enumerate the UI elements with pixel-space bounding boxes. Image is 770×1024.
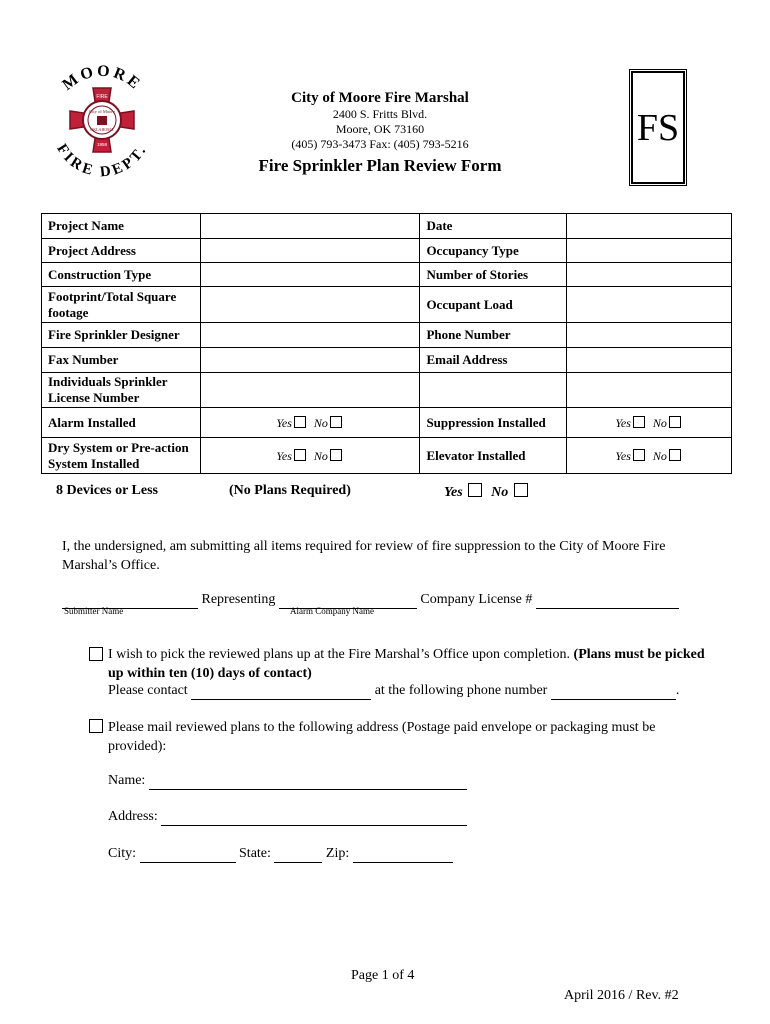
contact-phone-field[interactable] — [551, 685, 676, 700]
contact-name-field[interactable] — [191, 685, 371, 700]
page-number: Page 1 of 4 — [351, 968, 415, 983]
alarm-company-caption: Alarm Company Name — [290, 606, 374, 616]
revision-label: April 2016 / Rev. #2 — [564, 988, 679, 1003]
pickup-contact-line — [108, 681, 679, 700]
company-license-field[interactable] — [536, 594, 679, 609]
fax-number-label: Fax Number — [42, 348, 201, 373]
badge-state-text: OKLAHOMA — [90, 127, 114, 132]
statement-text: I, the undersigned, am submitting all items required for review of fire suppression to the City of Moore Fire Marshal’s Office. — [62, 539, 666, 573]
devices-options — [444, 483, 530, 501]
project-name-field[interactable] — [200, 214, 420, 239]
project-address-label: Project Address — [42, 239, 201, 263]
fax-number-field[interactable] — [200, 348, 420, 373]
table-row — [42, 348, 732, 373]
table-row — [42, 239, 732, 263]
mail-option-checkbox[interactable] — [89, 719, 103, 733]
yes-label: Yes — [276, 448, 292, 463]
badge-center-text: City of Moore — [89, 109, 115, 114]
address-line-2: Moore, OK 73160 — [335, 122, 425, 136]
devices-note: (No Plans Required) — [229, 483, 351, 498]
form-title: Fire Sprinkler Plan Review Form — [258, 156, 502, 175]
no-label: No — [313, 415, 328, 430]
table-row — [42, 214, 732, 239]
address-line-1: 2400 S. Fritts Blvd. — [332, 107, 428, 121]
email-address-label: Email Address — [420, 348, 567, 373]
logo-bottom-text: FIRE DEPT. — [53, 141, 151, 181]
devices-no-checkbox[interactable] — [514, 483, 528, 497]
organization-name: City of Moore Fire Marshal — [291, 90, 469, 106]
fire-department-logo — [42, 62, 162, 182]
suppression-installed-label: Suppression Installed — [420, 408, 567, 438]
designer-label: Fire Sprinkler Designer — [42, 323, 201, 348]
mail-name-line — [108, 771, 467, 790]
pickup-option-text — [108, 645, 708, 683]
badge-year-text: 1958 — [96, 142, 108, 147]
dry-system-yes-checkbox[interactable] — [294, 449, 306, 461]
mail-city-field[interactable] — [140, 848, 236, 863]
email-address-field[interactable] — [567, 348, 732, 373]
at-phone-label: at the following phone number — [374, 683, 548, 698]
devices-yes-checkbox[interactable] — [468, 483, 482, 497]
alarm-no-checkbox[interactable] — [330, 416, 342, 428]
mail-state-field[interactable] — [274, 848, 322, 863]
mail-address-line — [108, 807, 467, 826]
elevator-no-checkbox[interactable] — [669, 449, 681, 461]
yes-label: Yes — [276, 415, 292, 430]
alarm-yes-checkbox[interactable] — [294, 416, 306, 428]
representing-label: Representing — [201, 592, 276, 607]
no-label: No — [313, 448, 328, 463]
date-field[interactable] — [567, 214, 732, 239]
mail-city-line — [108, 844, 453, 863]
dry-system-label: Dry System or Pre-action System Installed — [42, 438, 201, 474]
designer-field[interactable] — [200, 323, 420, 348]
dry-system-no-checkbox[interactable] — [330, 449, 342, 461]
yes-label: Yes — [444, 485, 463, 500]
footprint-field[interactable] — [200, 287, 420, 323]
form-header — [225, 90, 535, 176]
occupancy-type-label: Occupancy Type — [420, 239, 567, 263]
devices-label: 8 Devices or Less — [56, 483, 158, 498]
empty-cell — [420, 373, 567, 408]
table-row — [42, 373, 732, 408]
footprint-label: Footprint/Total Square footage — [42, 287, 201, 323]
mail-name-field[interactable] — [149, 775, 467, 790]
number-of-stories-field[interactable] — [567, 263, 732, 287]
table-row — [42, 323, 732, 348]
submitter-name-caption: Submitter Name — [64, 606, 124, 616]
name-label: Name: — [108, 773, 146, 788]
logo-top-text: MOORE — [59, 62, 145, 95]
phone-number-label: Phone Number — [420, 323, 567, 348]
no-label: No — [652, 448, 667, 463]
occupant-load-field[interactable] — [567, 287, 732, 323]
project-name-label: Project Name — [42, 214, 201, 239]
building-icon — [97, 116, 107, 125]
empty-cell — [567, 373, 732, 408]
construction-type-label: Construction Type — [42, 263, 201, 287]
phone-fax-line: (405) 793-3473 Fax: (405) 793-5216 — [291, 137, 469, 151]
form-code-box — [631, 71, 685, 184]
table-row — [42, 263, 732, 287]
city-label: City: — [108, 846, 137, 861]
yes-label: Yes — [615, 448, 631, 463]
alarm-installed-options — [200, 408, 420, 438]
table-row — [42, 438, 732, 474]
state-label: State: — [239, 846, 271, 861]
number-of-stories-label: Number of Stories — [420, 263, 567, 287]
license-number-field[interactable] — [200, 373, 420, 408]
phone-number-field[interactable] — [567, 323, 732, 348]
no-label: No — [491, 485, 509, 500]
yes-label: Yes — [615, 415, 631, 430]
badge-top-text: FIRE — [96, 94, 108, 100]
elevator-yes-checkbox[interactable] — [633, 449, 645, 461]
period: . — [675, 683, 680, 698]
suppression-yes-checkbox[interactable] — [633, 416, 645, 428]
date-label: Date — [420, 214, 567, 239]
elevator-installed-label: Elevator Installed — [420, 438, 567, 474]
address-label: Address: — [108, 809, 158, 824]
pickup-option-checkbox[interactable] — [89, 647, 103, 661]
table-row — [42, 287, 732, 323]
maltese-cross-icon — [70, 88, 134, 152]
occupancy-type-field[interactable] — [567, 239, 732, 263]
zip-label: Zip: — [325, 846, 350, 861]
suppression-installed-options — [567, 408, 732, 438]
elevator-installed-options — [567, 438, 732, 474]
mail-zip-field[interactable] — [353, 848, 453, 863]
project-address-field[interactable] — [200, 239, 420, 263]
no-label: No — [652, 415, 667, 430]
construction-type-field[interactable] — [200, 263, 420, 287]
suppression-no-checkbox[interactable] — [669, 416, 681, 428]
mail-option-text: Please mail reviewed plans to the following address (Postage paid envelope or packaging must be provided): — [108, 720, 656, 754]
project-info-table — [41, 213, 732, 474]
occupant-load-label: Occupant Load — [420, 287, 567, 323]
alarm-installed-label: Alarm Installed — [42, 408, 201, 438]
form-code: FS — [636, 106, 680, 149]
pickup-text: I wish to pick the reviewed plans up at the Fire Marshal’s Office upon completion. — [108, 647, 571, 662]
pickup-bold-text: (Plans must be picked up within ten (10) days of contact) — [108, 647, 705, 681]
table-row — [42, 408, 732, 438]
mail-address-field[interactable] — [161, 811, 467, 826]
license-number-label: Individuals Sprinkler License Number — [42, 373, 201, 408]
company-license-label: Company License # — [420, 592, 533, 607]
dry-system-options — [200, 438, 420, 474]
please-contact-label: Please contact — [108, 683, 188, 698]
